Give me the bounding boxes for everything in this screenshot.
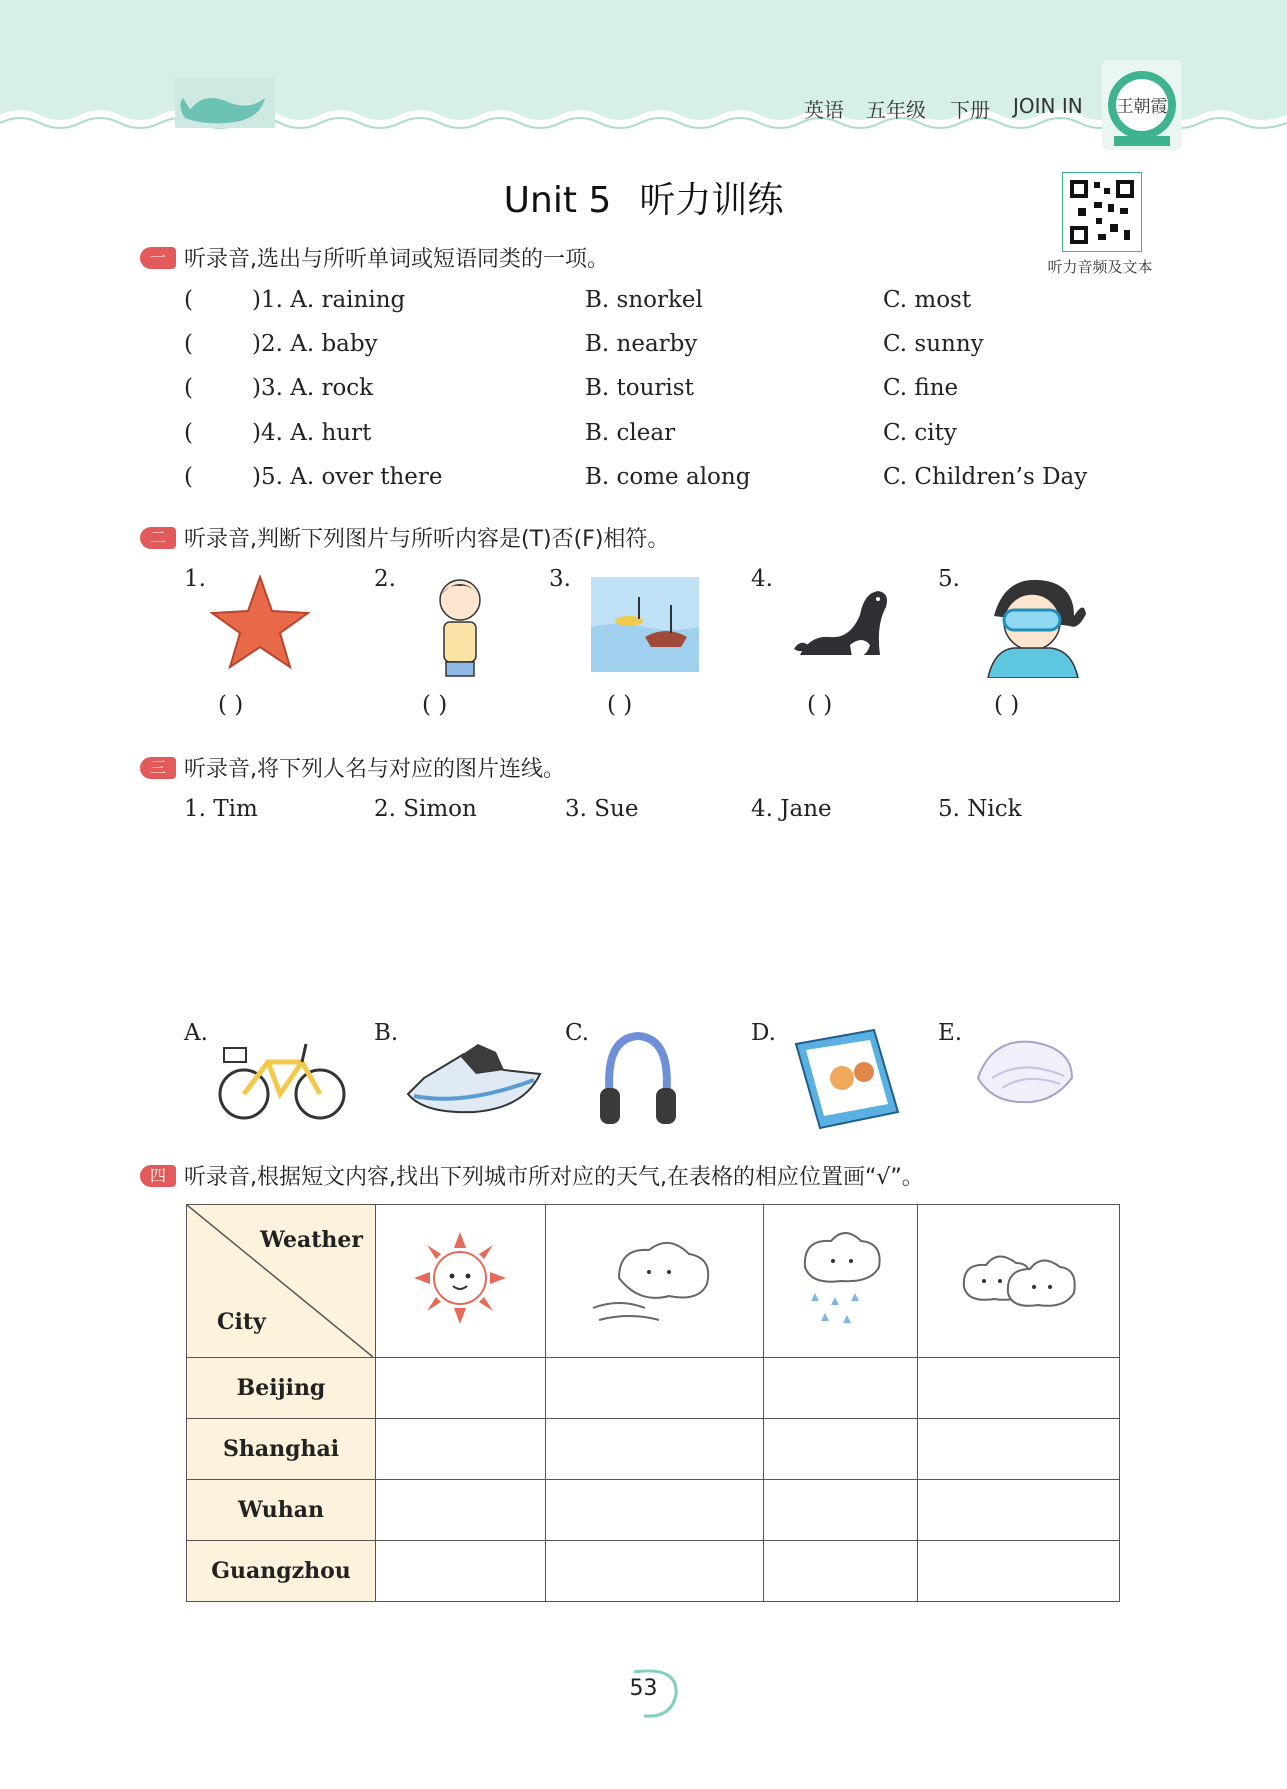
- answer-paren[interactable]: ( ): [994, 692, 1020, 718]
- seal-icon: [790, 575, 895, 670]
- grade-label: 五年级: [866, 98, 926, 122]
- answer-cell[interactable]: [917, 1541, 1119, 1602]
- city-name: Shanghai: [187, 1419, 376, 1480]
- sun-icon: [410, 1228, 510, 1328]
- item-number: 1.: [184, 566, 206, 592]
- weather-rainy-cell: [764, 1205, 917, 1358]
- answer-paren: (: [184, 464, 193, 490]
- item-number: 5.: [938, 566, 960, 592]
- answer-paren: (: [184, 375, 193, 401]
- series-label: JOIN IN: [1013, 94, 1083, 118]
- answer-paren[interactable]: ( ): [218, 692, 244, 718]
- option-a: )5. A. over there: [252, 464, 443, 490]
- answer-paren: (: [184, 331, 193, 357]
- person-name[interactable]: 2. Simon: [374, 796, 477, 822]
- section2-instruction: 听录音,判断下列图片与所听内容是(T)否(F)相符。: [184, 527, 670, 552]
- section1-instruction: 听录音,选出与所听单词或短语同类的一项。: [184, 247, 609, 272]
- option-c: C. sunny: [883, 331, 984, 357]
- answer-cell[interactable]: [917, 1480, 1119, 1541]
- weather-header: Weather: [260, 1227, 363, 1253]
- picture-letter: D.: [751, 1020, 776, 1046]
- weather-sunny-cell: [376, 1205, 546, 1358]
- answer-cell[interactable]: [545, 1358, 764, 1419]
- brand-logo: [1102, 60, 1182, 150]
- headphones-icon[interactable]: [598, 1028, 678, 1130]
- item-number: 4.: [751, 566, 773, 592]
- section2-heading: [140, 522, 669, 553]
- answer-cell[interactable]: [545, 1541, 764, 1602]
- section4-heading: [140, 1160, 924, 1191]
- table-row: [187, 1541, 1120, 1602]
- section3-heading: [140, 752, 565, 783]
- weather-cloudy-cell: [917, 1205, 1119, 1358]
- item-number: 3.: [549, 566, 571, 592]
- jet-ski-icon[interactable]: [404, 1034, 544, 1119]
- answer-cell[interactable]: [376, 1358, 546, 1419]
- volume-label: 下册: [950, 98, 990, 122]
- option-b: B. come along: [585, 464, 751, 490]
- option-a: )1. A. raining: [252, 287, 406, 313]
- section1-badge: 一: [140, 247, 176, 269]
- question-row: [0, 287, 1287, 327]
- option-c: C. most: [883, 287, 972, 313]
- title-name: 听力训练: [639, 180, 784, 221]
- option-c: C. fine: [883, 375, 959, 401]
- answer-cell[interactable]: [764, 1419, 917, 1480]
- cloudy-icon: [958, 1233, 1078, 1323]
- option-b: B. nearby: [585, 331, 698, 357]
- answer-paren[interactable]: ( ): [422, 692, 448, 718]
- question-row: [0, 375, 1287, 415]
- section4-instruction: 听录音,根据短文内容,找出下列城市所对应的天气,在表格的相应位置画“√”。: [184, 1165, 924, 1190]
- rain-cloud-icon: [795, 1223, 885, 1333]
- snorkel-girl-icon: [974, 570, 1089, 678]
- answer-cell[interactable]: [376, 1541, 546, 1602]
- section2-badge: 二: [140, 527, 176, 549]
- starfish-icon: [210, 575, 310, 670]
- item-number: 2.: [374, 566, 396, 592]
- weather-table: [186, 1204, 1120, 1602]
- option-a: )3. A. rock: [252, 375, 374, 401]
- answer-cell[interactable]: [376, 1480, 546, 1541]
- table-row: [187, 1358, 1120, 1419]
- section4-badge: 四: [140, 1165, 176, 1187]
- answer-cell[interactable]: [376, 1419, 546, 1480]
- city-name: Beijing: [187, 1358, 376, 1419]
- bicycle-icon[interactable]: [216, 1028, 346, 1126]
- option-c: C. city: [883, 420, 957, 446]
- subject-label: 英语: [804, 98, 844, 122]
- picture-letter: E.: [938, 1020, 963, 1046]
- section1-heading: [140, 242, 609, 273]
- option-b: B. tourist: [585, 375, 694, 401]
- answer-cell[interactable]: [545, 1480, 764, 1541]
- picture-letter: C.: [565, 1020, 590, 1046]
- page-number: 53: [629, 1676, 658, 1701]
- answer-cell[interactable]: [764, 1358, 917, 1419]
- city-header: City: [217, 1309, 266, 1335]
- question-row: [0, 464, 1287, 504]
- city-name: Wuhan: [187, 1480, 376, 1541]
- picture-letter: A.: [184, 1020, 208, 1046]
- table-row: [187, 1480, 1120, 1541]
- answer-paren[interactable]: ( ): [607, 692, 633, 718]
- option-a: )2. A. baby: [252, 331, 378, 357]
- logo-text: 王朝霞: [1116, 97, 1168, 117]
- option-c: C. Children’s Day: [883, 464, 1088, 490]
- storybook-icon[interactable]: [790, 1028, 902, 1130]
- section3-instruction: 听录音,将下列人名与对应的图片连线。: [184, 757, 565, 782]
- weather-windy-cell: [545, 1205, 764, 1358]
- answer-cell[interactable]: [764, 1480, 917, 1541]
- answer-cell[interactable]: [917, 1419, 1119, 1480]
- sea-boats-icon: [591, 577, 699, 672]
- picture-letter: B.: [374, 1020, 399, 1046]
- windy-cloud-icon: [589, 1228, 719, 1328]
- city-name: Guangzhou: [187, 1541, 376, 1602]
- table-row: [187, 1419, 1120, 1480]
- answer-cell[interactable]: [764, 1541, 917, 1602]
- person-name[interactable]: 5. Nick: [938, 796, 1022, 822]
- section3-badge: 三: [140, 757, 176, 779]
- answer-cell[interactable]: [917, 1358, 1119, 1419]
- option-b: B. snorkel: [585, 287, 703, 313]
- person-name[interactable]: 1. Tim: [184, 796, 258, 822]
- question-row: [0, 331, 1287, 371]
- answer-paren: (: [184, 420, 193, 446]
- option-a: )4. A. hurt: [252, 420, 372, 446]
- person-name[interactable]: 3. Sue: [565, 796, 639, 822]
- question-row: [0, 420, 1287, 460]
- person-name[interactable]: 4. Jane: [751, 796, 832, 822]
- shell-icon[interactable]: [972, 1038, 1077, 1108]
- answer-cell[interactable]: [545, 1419, 764, 1480]
- qr-label: 听力音频及文本: [1047, 258, 1153, 276]
- answer-paren[interactable]: ( ): [807, 692, 833, 718]
- qr-code-icon[interactable]: [1062, 172, 1142, 252]
- table-corner-header: [187, 1205, 376, 1358]
- unit-label: Unit 5: [503, 180, 612, 221]
- whale-icon: [175, 78, 275, 128]
- answer-paren: (: [184, 287, 193, 313]
- option-b: B. clear: [585, 420, 676, 446]
- cold-girl-icon: [420, 570, 500, 680]
